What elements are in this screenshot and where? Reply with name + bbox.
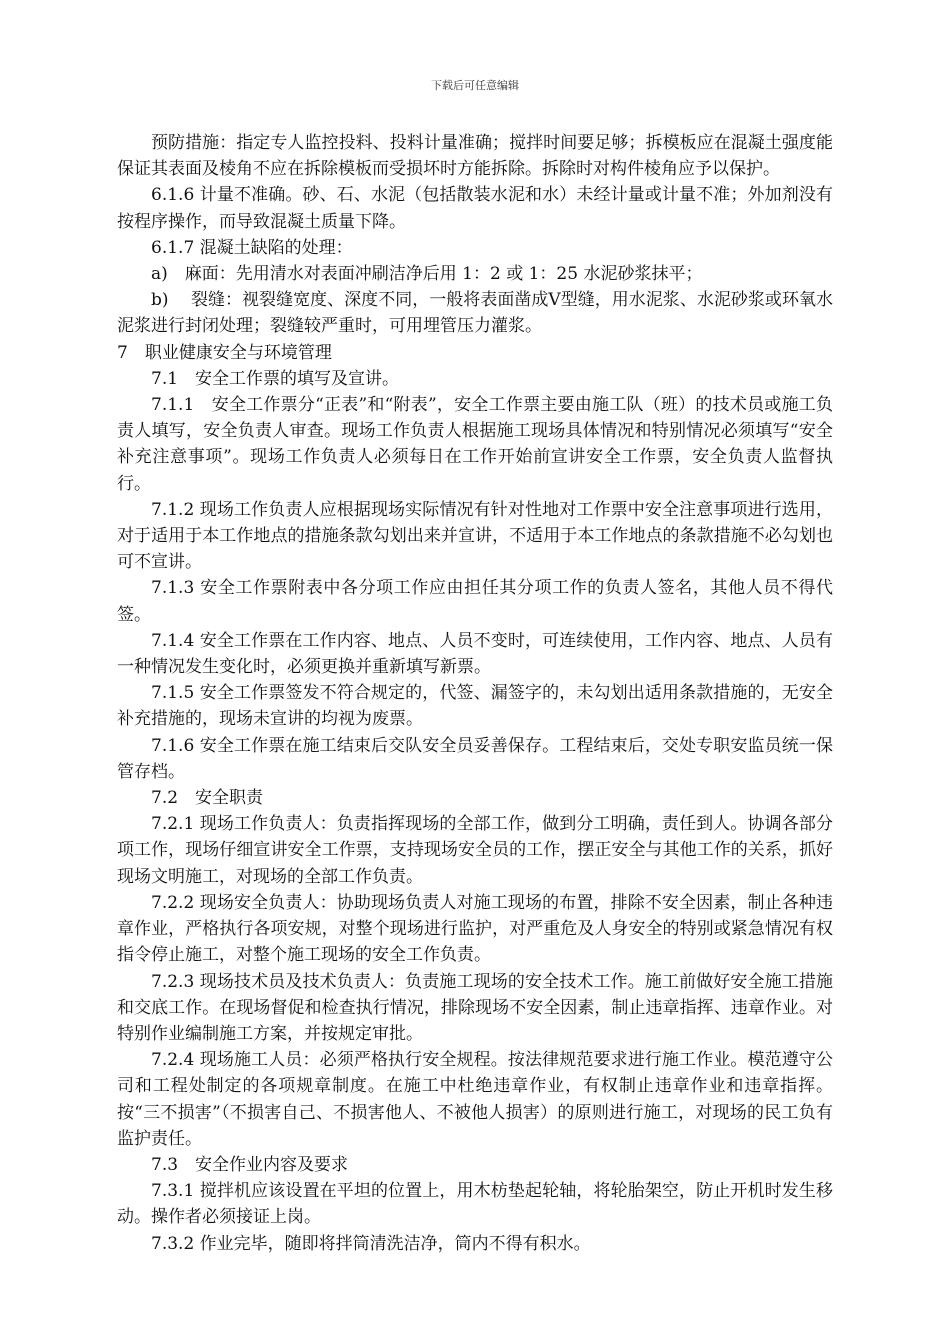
paragraph-7-1-5: 7.1.5 安全工作票签发不符合规定的，代签、漏签字的，未勾划出适用条款措施的，无安全补充措施的，现场未宣讲的均视为废票。 [117, 683, 833, 730]
subsection-heading-7-3: 7.3 安全作业内容及要求 [151, 1154, 349, 1175]
section-heading-7: 7 职业健康安全与环境管理 [117, 342, 332, 363]
page-header: 下载后可任意编辑 [431, 79, 519, 92]
paragraph-7-1-6: 7.1.6 安全工作票在施工结束后交队安全员妥善保存。工程结束后，交处专职安监员统一保管存档。 [117, 735, 833, 782]
paragraph-7-1-3: 7.1.3 安全工作票附表中各分项工作应由担任其分项工作的负责人签名，其他人员不得代签。 [117, 578, 833, 625]
paragraph-7-2-2: 7.2.2 现场安全负责人：协助现场负责人对施工现场的布置，排除不安全因素，制止各种违章作业，严格执行各项安规，对整个现场进行监护，对严重危及人身安全的特别或紧急情况有权指令停止施工，对整个施工现场的安全工作负责。 [117, 892, 833, 966]
document-body [117, 130, 833, 1257]
paragraph-7-2-4: 7.2.4 现场施工人员：必须严格执行安全规程。按法律规范要求进行施工作业。模范遵守公司和工程处制定的各项规章制度。在施工中杜绝违章作业，有权制止违章作业和违章指挥。按“三不损害”（不损害自己、不损害他人、不被他人损害）的原则进行施工，对现场的民工负有监护责任。 [117, 1050, 833, 1149]
paragraph-7-1-4: 7.1.4 安全工作票在工作内容、地点、人员不变时，可连续使用，工作内容、地点、人员有一种情况发生变化时，必须更换并重新填写新票。 [117, 630, 833, 678]
paragraph-7-1-2: 7.1.2 现场工作负责人应根据现场实际情况有针对性地对工作票中安全注意事项进行选用，对于适用于本工作地点的措施条款勾划出来并宣讲，不适用于本工作地点的条款措施不必勾划也可不宣讲。 [117, 499, 833, 573]
paragraph-7-2-1: 7.2.1 现场工作负责人：负责指挥现场的全部工作，做到分工明确，责任到人。协调各部分项工作，现场仔细宣讲安全工作票，支持现场安全员的工作，摆正安全与其他工作的关系，抓好现场文明施工，对现场的全部工作负责。 [117, 814, 833, 887]
paragraph-6-1-6: 6.1.6 计量不准确。砂、石、水泥（包括散装水泥和水）未经计量或计量不准；外加剂没有按程序操作，而导致混凝土质量下降。 [117, 185, 833, 232]
paragraph-prevention: 预防措施：指定专人监控投料、投料计量准确；搅拌时间要足够；拆模板应在混凝土强度能保证其表面及棱角不应在拆除模板而受损坏时方能拆除。拆除时对构件棱角应予以保护。 [117, 133, 833, 180]
paragraph-item-b: b) 裂缝：视裂缝宽度、深度不同，一般将表面凿成Ⅴ型缝，用水泥浆、水泥砂浆或环氧水泥浆进行封闭处理；裂缝较严重时，可用埋管压力灌浆。 [117, 290, 833, 337]
subsection-heading-7-2: 7.2 安全职责 [151, 788, 264, 809]
paragraph-7-2-3: 7.2.3 现场技术员及技术负责人：负责施工现场的安全技术工作。施工前做好安全施工措施和交底工作。在现场督促和检查执行情况，排除现场不安全因素，制止违章指挥、违章作业。对特别作业编制施工方案，并按规定审批。 [117, 971, 833, 1044]
paragraph-item-a: a) 麻面：先用清水对表面冲刷洁净后用 1：2 或 1：25 水泥砂浆抹平； [151, 264, 703, 285]
paragraph-7-3-2: 7.3.2 作业完毕，随即将拌筒清洗洁净，筒内不得有积水。 [151, 1233, 591, 1254]
paragraph-7-3-1: 7.3.1 搅拌机应该设置在平坦的位置上，用木枋垫起轮轴，将轮胎架空，防止开机时发生移动。操作者必须接证上岗。 [117, 1181, 833, 1228]
paragraph-6-1-7: 6.1.7 混凝土缺陷的处理： [151, 237, 353, 258]
subsection-heading-7-1: 7.1 安全工作票的填写及宣讲。 [151, 368, 400, 389]
paragraph-7-1-1: 7.1.1 安全工作票分“正表”和“附表”，安全工作票主要由施工队（班）的技术员或施工负责人填写，安全负责人审查。现场工作负责人根据施工现场具体情况和特别情况必须填写“安全补充注意事项”。现场工作负责人必须每日在工作开始前宣讲安全工作票，安全负责人监督执行。 [117, 395, 833, 494]
